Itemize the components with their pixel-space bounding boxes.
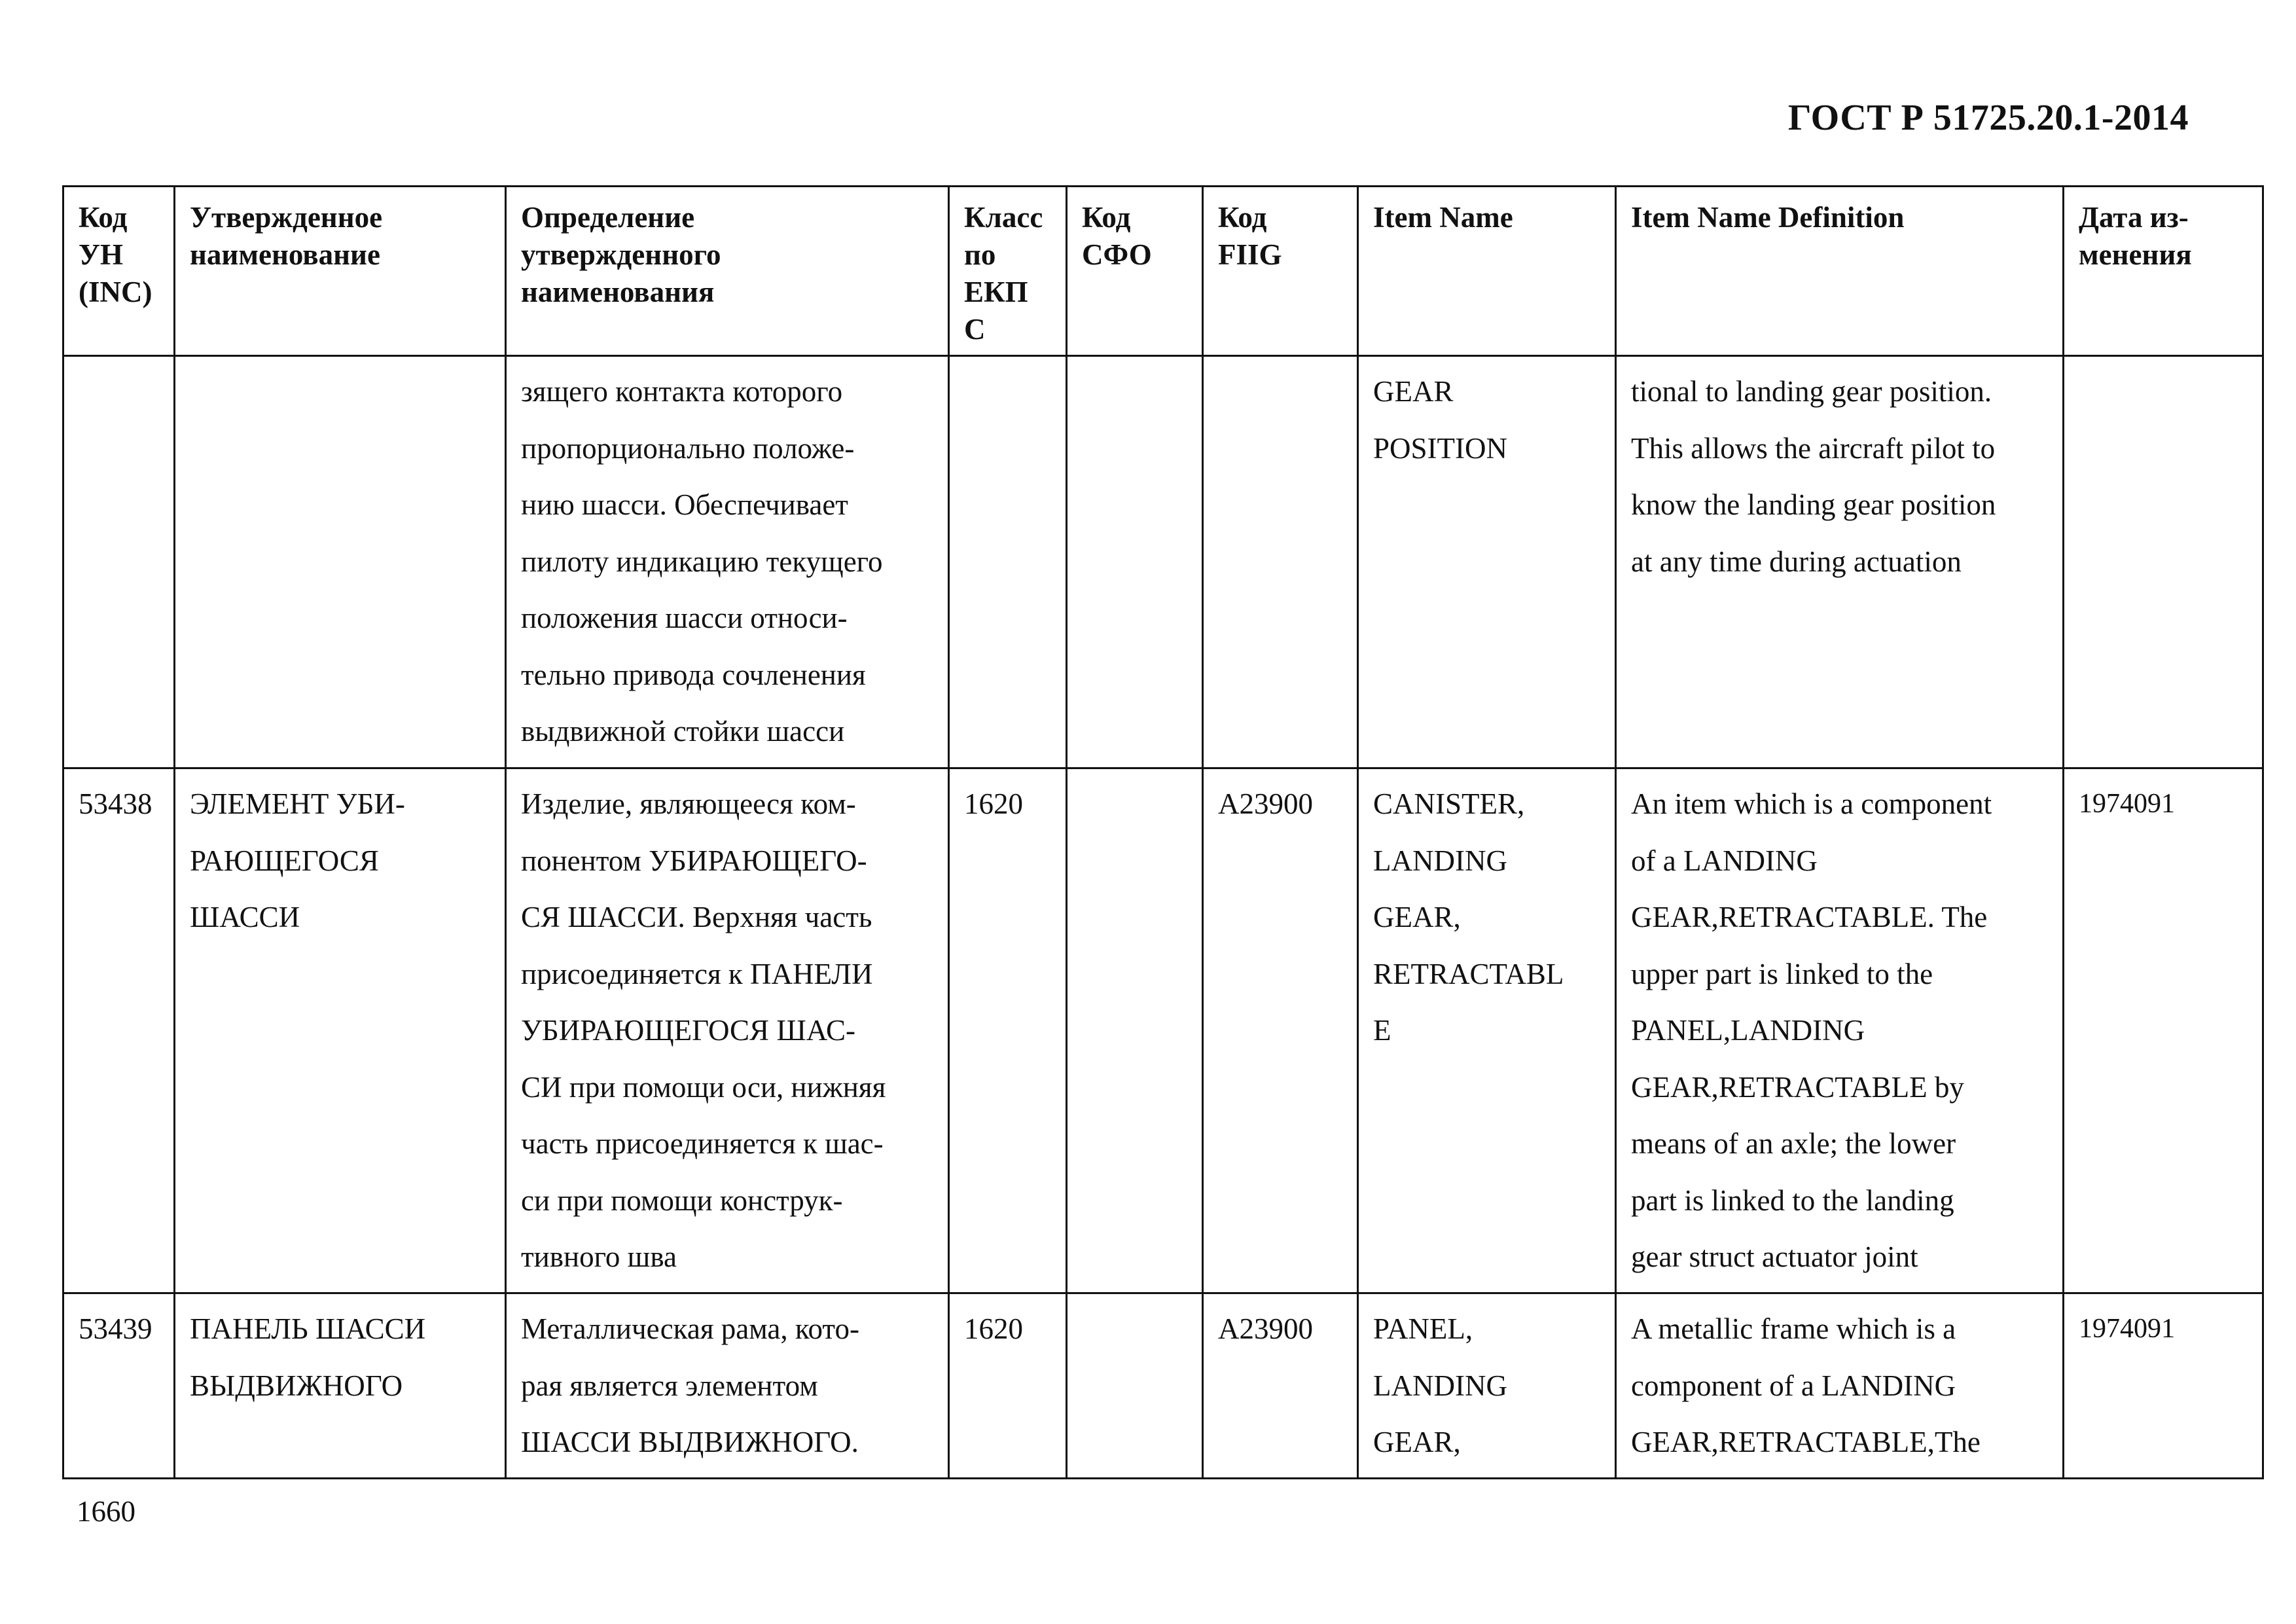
column-header-inc: Код УН (INC): [63, 187, 175, 356]
table-row: [63, 768, 2263, 1293]
item-definition-cell: tional to landing gear position. This allows the aircraft pilot to know the landing gear position at any time during actuation: [1616, 356, 2064, 768]
item-name-cell: CANISTER, LANDING GEAR, RETRACTABL E: [1358, 768, 1616, 1293]
date-cell: 1974091: [2064, 1293, 2263, 1479]
inc-cell: 53438: [63, 768, 175, 1293]
definition-cell: зящего контакта которого пропорционально положе- нию шасси. Обеспечивает пилоту индикацию текущего положения шасси относи- тельно привода сочленения выдвижной стойки шасси: [506, 356, 949, 768]
inc-cell: [63, 356, 175, 768]
page-number: 1660: [77, 1495, 135, 1528]
item-name-cell: GEAR POSITION: [1358, 356, 1616, 768]
table-header: [63, 187, 2263, 356]
classification-table: [62, 185, 2264, 1479]
table-row: [63, 1293, 2263, 1479]
date-cell: 1974091: [2064, 768, 2263, 1293]
definition-cell: Изделие, являющееся ком- понентом УБИРАЮЩЕГО- СЯ ШАССИ. Верхняя часть присоединяется к ПАНЕЛИ УБИРАЮЩЕГОСЯ ШАС- СИ при помощи оси, нижняя часть присоединяется к шас- си при помощи конструк- тивного шва: [506, 768, 949, 1293]
sfo-cell: [1067, 768, 1203, 1293]
inc-cell: 53439: [63, 1293, 175, 1479]
sfo-cell: [1067, 356, 1203, 768]
standard-designation: ГОСТ Р 51725.20.1-2014: [1787, 98, 2189, 138]
column-header-approved-name: Утвержденное наименование: [175, 187, 506, 356]
column-header-fiig-code: Код FIIG: [1203, 187, 1358, 356]
column-header-approved-name-definition: Определение утвержденного наименования: [506, 187, 949, 356]
item-definition-cell: A metallic frame which is a component of a LANDING GEAR,RETRACTABLE,The: [1616, 1293, 2064, 1479]
class-cell: 1620: [949, 1293, 1067, 1479]
fiig-cell: A23900: [1203, 768, 1358, 1293]
column-header-item-name-definition: Item Name Definition: [1616, 187, 2064, 356]
table-row: [63, 356, 2263, 768]
definition-cell: Металлическая рама, кото- рая является элементом ШАССИ ВЫДВИЖНОГО.: [506, 1293, 949, 1479]
item-name-cell: PANEL, LANDING GEAR,: [1358, 1293, 1616, 1479]
fiig-cell: A23900: [1203, 1293, 1358, 1479]
sfo-cell: [1067, 1293, 1203, 1479]
approved-name-cell: ПАНЕЛЬ ШАССИ ВЫДВИЖНОГО: [175, 1293, 506, 1479]
column-header-sfo-code: Код СФО: [1067, 187, 1203, 356]
approved-name-cell: [175, 356, 506, 768]
class-cell: 1620: [949, 768, 1067, 1293]
class-cell: [949, 356, 1067, 768]
fiig-cell: [1203, 356, 1358, 768]
column-header-item-name: Item Name: [1358, 187, 1616, 356]
date-cell: [2064, 356, 2263, 768]
column-header-change-date: Дата из- менения: [2064, 187, 2263, 356]
approved-name-cell: ЭЛЕМЕНТ УБИ- РАЮЩЕГОСЯ ШАССИ: [175, 768, 506, 1293]
header-row: [63, 187, 2263, 356]
item-definition-cell: An item which is a component of a LANDING GEAR,RETRACTABLE. The upper part is linked to the PANEL,LANDING GEAR,RETRACTABLE by means of an axle; the lower part is linked to the landing gear struct actuator joint: [1616, 768, 2064, 1293]
table-body: [63, 356, 2263, 1479]
column-header-ekps-class: Класс по ЕКП С: [949, 187, 1067, 356]
